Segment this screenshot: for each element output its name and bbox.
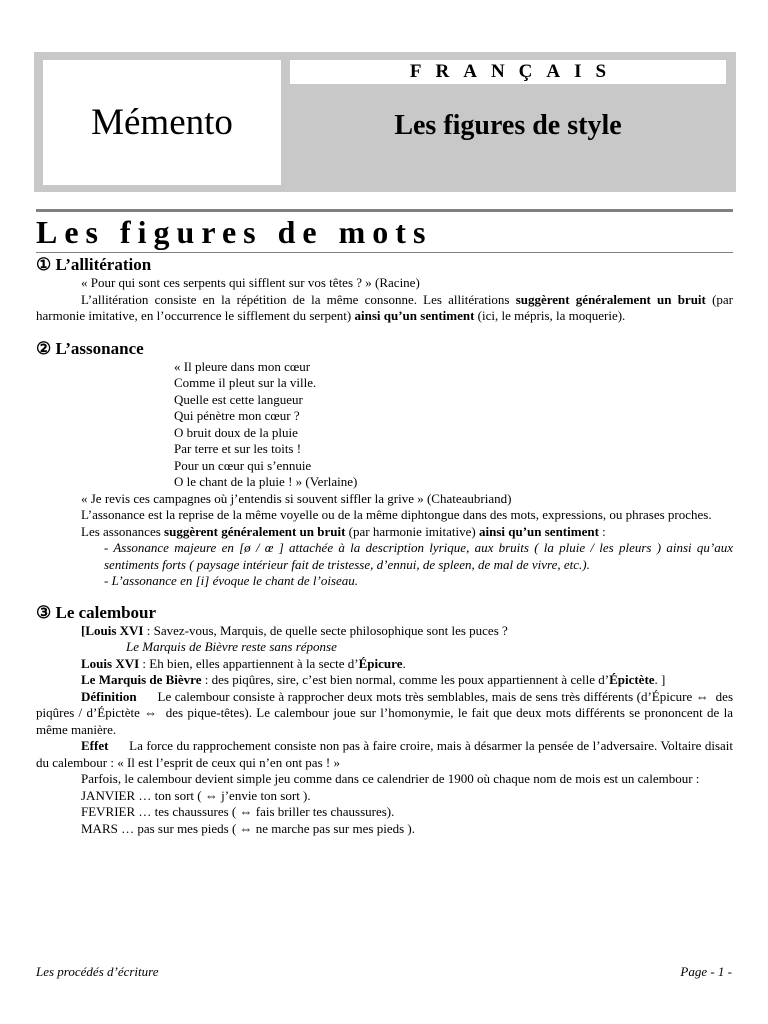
assonance-quote: « Je revis ces campagnes où j’entendis si souvent siffler la grive » (Chateaubriand) (81, 490, 512, 506)
assonance-item: - L’assonance en [i] évoque le chant de l’oiseau. (104, 573, 359, 588)
calembour-calendar: Parfois, le calembour devient simple jeu comme dans ce calendrier de 1900 où chaque nom de mois est un calembour : (81, 771, 700, 786)
bold-text: Le Marquis de Bièvre (81, 672, 202, 687)
text: . ] (654, 672, 666, 687)
assonance-effects (36, 524, 733, 541)
text: : Savez-vous, Marquis, de quelle secte philosophique sont les puces ? (143, 622, 508, 638)
dialogue-line (36, 672, 733, 689)
month-line: MARS … pas sur mes pieds ( ⇔ ne marche pas sur mes pieds ). (81, 820, 415, 836)
bold-text: Louis XVI (81, 655, 140, 671)
bold-text: ainsi qu’un sentiment (354, 308, 475, 323)
text: : des piqûres, sire, c’est bien normal, comme les poux appartiennent à celle d’ (201, 672, 610, 687)
text: (par harmonie imitative) (345, 523, 479, 539)
poem-line: « Il pleure dans mon cœur (174, 358, 311, 374)
text: (ici, le mépris, la moquerie). (474, 308, 626, 323)
section-rule-top (36, 209, 733, 212)
bold-text: Définition (81, 688, 137, 704)
poem-line: Pour un cœur qui s’ennuie (174, 457, 312, 473)
spacer (36, 590, 733, 603)
footer-left: Les procédés d’écriture (36, 964, 159, 979)
memento-label: Mémento (43, 60, 281, 185)
spacer (36, 325, 733, 339)
alliteration-quote: « Pour qui sont ces serpents qui sifflent sur vos têtes ? » (Racine) (81, 275, 420, 290)
bold-text: Effet (81, 738, 109, 753)
poem-line: O bruit doux de la pluie (174, 424, 298, 440)
page-number: Page - 1 - (680, 964, 732, 979)
text: L’allitération consiste en la répétition de la même consonne. Les allitérations (81, 291, 516, 307)
heading-alliteration: ① L’allitération (36, 255, 152, 274)
poem-line: Par terre et sur les toits ! (174, 441, 302, 456)
calembour-definition (36, 688, 737, 739)
text: . (402, 655, 406, 671)
text: Le calembour consiste à rapprocher deux mots très semblables, mais de sens très différents (d’Épicure ⇔ des piqûres / d’Épictète ⇔ des pique-têtes). Le calembour joue sur l’homonymie, le fait que deux mots différents se prononcent de la même manière. (36, 688, 737, 737)
text: La force du rapprochement consiste non pas à faire croire, mais à désarmer la pensée de l’adversaire. Voltaire disait du calembour : « Il est l’esprit de ceux qui n’en ont pas ! » (36, 738, 737, 770)
assonance-item: - Assonance majeure en [ø / œ ] attachée à la description lyrique, aux bruits ( la pluie / les pleurs ) ainsi qu’aux sentiments forts ( paysage intérieur fait de tristesse, d’ennui, de spleen, de mal de vivre, etc.). (104, 540, 733, 572)
bold-text: Épictète (609, 672, 655, 687)
stage-direction: Le Marquis de Bièvre reste sans réponse (126, 639, 337, 654)
topic-title: Les figures de style (394, 110, 622, 141)
dialogue-line (36, 656, 733, 673)
text: (par harmonie imitative, en l’occurrence le sifflement du serpent) (36, 291, 734, 323)
dialogue-line (36, 623, 733, 640)
poem-line: Quelle est cette langueur (174, 391, 303, 407)
bold-text: [Louis XVI (81, 622, 144, 638)
section-rule-bottom (36, 252, 733, 253)
subject-label: FRANÇAIS (290, 60, 726, 84)
poem-line: Qui pénètre mon cœur ? (174, 408, 300, 423)
calembour-effect (36, 738, 737, 771)
text: : (598, 523, 606, 539)
bold-text: suggèrent généralement un bruit (515, 291, 706, 307)
text: : Eh bien, elles appartiennent à la secte d’ (139, 655, 359, 671)
page-content (36, 255, 737, 837)
alliteration-paragraph (36, 292, 733, 325)
poem-line: Comme il pleut sur la ville. (174, 375, 317, 390)
text: Les assonances (81, 523, 165, 539)
heading-assonance: ② L’assonance (36, 338, 144, 358)
bold-text: suggèrent généralement un bruit (164, 523, 346, 539)
heading-calembour: ③ Le calembour (36, 602, 157, 622)
poem-line: O le chant de la pluie ! » (Verlaine) (174, 474, 358, 489)
month-line: FEVRIER … tes chaussures ( ⇔ fais briller tes chaussures). (81, 804, 395, 819)
month-line: JANVIER … ton sort ( ⇔ j’envie ton sort ). (81, 787, 311, 803)
bold-text: ainsi qu’un sentiment (478, 523, 599, 539)
assonance-definition: L’assonance est la reprise de la même voyelle ou de la même diphtongue dans des mots, expressions, ou phrases proches. (81, 507, 712, 522)
bold-text: Épicure (358, 655, 403, 671)
section-title: Les figures de mots (36, 214, 433, 250)
